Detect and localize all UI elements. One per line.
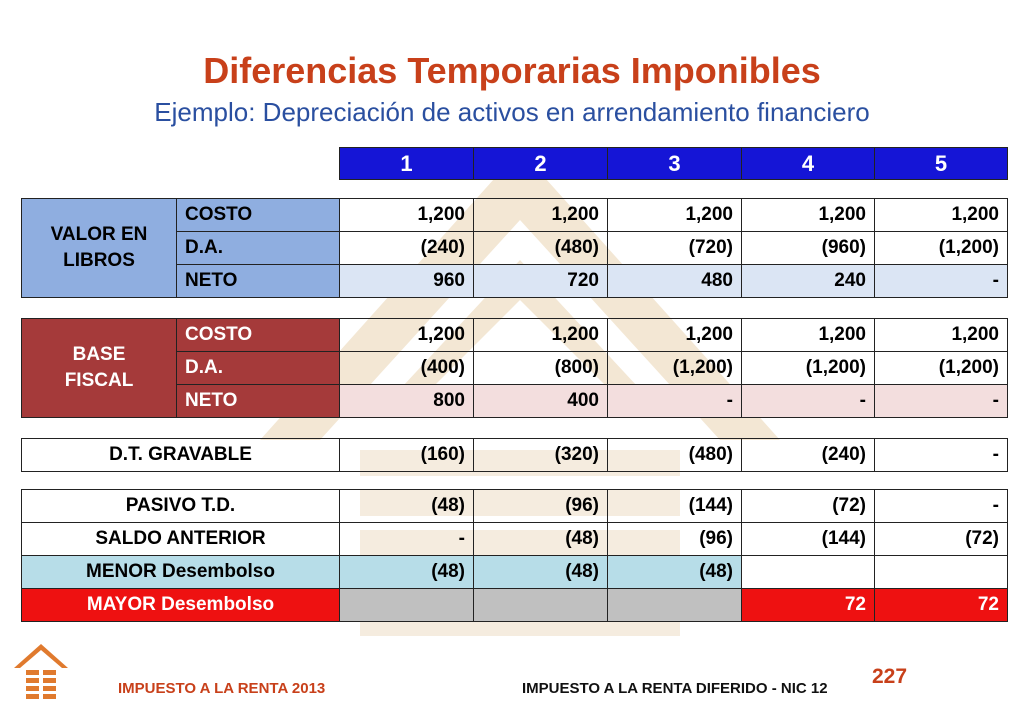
cell: (480): [474, 232, 608, 265]
cell: (48): [340, 556, 474, 589]
cell: 1,200: [608, 199, 742, 232]
cell: (48): [474, 523, 608, 556]
cell: 1,200: [875, 199, 1008, 232]
cell: 1,200: [608, 319, 742, 352]
row-label: NETO: [177, 265, 340, 298]
cell: -: [608, 385, 742, 418]
year-1-header: 1: [340, 148, 474, 180]
pasivo-label: PASIVO T.D.: [22, 490, 340, 523]
building-logo-icon: [12, 642, 70, 700]
cell: (720): [608, 232, 742, 265]
cell: -: [875, 490, 1008, 523]
cell: (144): [742, 523, 875, 556]
year-2-header: 2: [474, 148, 608, 180]
cell: [742, 556, 875, 589]
cell: (960): [742, 232, 875, 265]
cell: (96): [474, 490, 608, 523]
cell: (480): [608, 439, 742, 472]
cell: [875, 556, 1008, 589]
saldo-label: SALDO ANTERIOR: [22, 523, 340, 556]
cell: (72): [742, 490, 875, 523]
page-number: 227: [872, 665, 908, 688]
row-label: COSTO: [177, 199, 340, 232]
base-fiscal-label: BASE FISCAL: [22, 319, 177, 418]
cell: (240): [742, 439, 875, 472]
cell: [608, 589, 742, 622]
dt-gravable-label: D.T. GRAVABLE: [22, 439, 340, 472]
cell: 1,200: [474, 319, 608, 352]
cell: (96): [608, 523, 742, 556]
cell: 480: [608, 265, 742, 298]
table-row: [22, 589, 1008, 622]
year-5-header: 5: [875, 148, 1008, 180]
cell: -: [875, 439, 1008, 472]
cell: 1,200: [875, 319, 1008, 352]
table-row: [22, 319, 1008, 352]
cell: (320): [474, 439, 608, 472]
cell: 1,200: [474, 199, 608, 232]
page-title: Diferencias Temporarias Imponibles: [203, 50, 821, 91]
cell: 72: [742, 589, 875, 622]
pasivo-table: [21, 489, 1008, 622]
row-label: D.A.: [177, 232, 340, 265]
cell: -: [340, 523, 474, 556]
menor-label: MENOR Desembolso: [22, 556, 340, 589]
row-label: D.A.: [177, 352, 340, 385]
table-row: [22, 199, 1008, 232]
cell: (48): [340, 490, 474, 523]
table-row: [22, 523, 1008, 556]
cell: (240): [340, 232, 474, 265]
cell: 72: [875, 589, 1008, 622]
valor-en-libros-label: VALOR EN LIBROS: [22, 199, 177, 298]
table-row: [22, 439, 1008, 472]
row-label: COSTO: [177, 319, 340, 352]
year-3-header: 3: [608, 148, 742, 180]
cell: 720: [474, 265, 608, 298]
cell: 240: [742, 265, 875, 298]
cell: (800): [474, 352, 608, 385]
cell: (72): [875, 523, 1008, 556]
cell: 1,200: [742, 319, 875, 352]
cell: (160): [340, 439, 474, 472]
base-fiscal-table: [21, 318, 1008, 418]
cell: -: [875, 265, 1008, 298]
cell: -: [875, 385, 1008, 418]
cell: (48): [608, 556, 742, 589]
cell: 960: [340, 265, 474, 298]
cell: [340, 589, 474, 622]
cell: (1,200): [608, 352, 742, 385]
cell: 1,200: [742, 199, 875, 232]
valor-en-libros-table: [21, 198, 1008, 298]
cell: 800: [340, 385, 474, 418]
footer-right: IMPUESTO A LA RENTA DIFERIDO - NIC 12: [522, 680, 828, 697]
years-header: [339, 147, 1008, 180]
cell: 1,200: [340, 319, 474, 352]
cell: -: [742, 385, 875, 418]
row-label: NETO: [177, 385, 340, 418]
table-row: [22, 556, 1008, 589]
page-subtitle: Ejemplo: Depreciación de activos en arrendamiento financiero: [154, 97, 870, 127]
cell: (48): [474, 556, 608, 589]
cell: (144): [608, 490, 742, 523]
cell: (1,200): [875, 232, 1008, 265]
dt-gravable-table: [21, 438, 1008, 472]
table-row: [22, 490, 1008, 523]
cell: [474, 589, 608, 622]
mayor-label: MAYOR Desembolso: [22, 589, 340, 622]
footer-left: IMPUESTO A LA RENTA 2013: [118, 680, 326, 697]
cell: 1,200: [340, 199, 474, 232]
cell: (1,200): [742, 352, 875, 385]
year-4-header: 4: [742, 148, 875, 180]
cell: (1,200): [875, 352, 1008, 385]
cell: 400: [474, 385, 608, 418]
cell: (400): [340, 352, 474, 385]
